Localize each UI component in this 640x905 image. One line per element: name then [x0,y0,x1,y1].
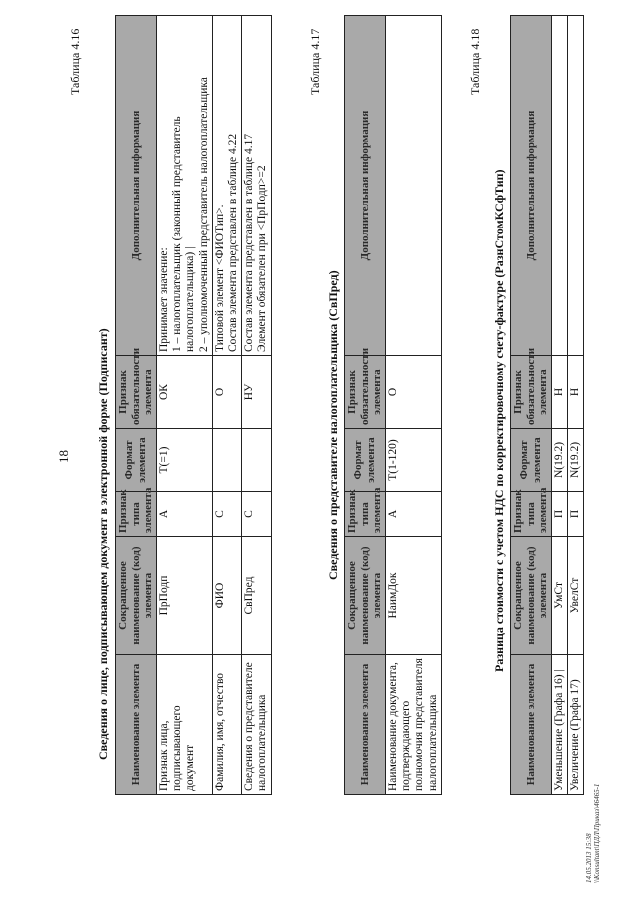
info-line: Состав элемента представлен в таблице 4.22 [227,133,240,352]
table-title-4-17: Сведения о представителе налогоплательщика (СвПред) [326,270,340,580]
table-header-row [345,16,386,795]
table-row [212,16,241,795]
header-short: Сокращенное наименование (код) элемента [511,537,552,655]
header-type: Признак типа элемента [345,492,386,537]
footer-line: 14.05.2013 15:38 [585,833,593,883]
cell-name: Наименование документа, подтверждающего полномочия представителя налогоплательщика [385,655,441,795]
cell-required: НУ [242,356,271,429]
table-caption-4-18: Таблица 4.18 [468,28,482,95]
table-header-row [116,16,157,795]
table-caption-4-17: Таблица 4.17 [308,28,322,95]
table-4-18 [510,15,584,795]
cell-required: О [385,356,441,429]
table-row [568,16,584,795]
cell-type: С [212,492,241,537]
header-required: Признак обязательности элемента [345,356,386,429]
cell-name: Увеличение (Графа 17) [568,655,584,795]
header-name: Наименование элемента [511,655,552,795]
cell-name: Сведения о представителе налогоплательщика [242,655,271,795]
cell-format: N(19.2) [551,429,567,492]
cell-required: Н [568,356,584,429]
cell-code: ПрПодп [156,537,212,655]
header-info: Дополнительная информация [511,16,552,356]
cell-name: Уменьшение (Графа 16) | [551,655,567,795]
header-name: Наименование элемента [116,655,157,795]
cell-type: П [568,492,584,537]
info-line: Принимает значение: [157,247,170,352]
cell-format: N(19.2) [568,429,584,492]
cell-format: Т(=1) [156,429,212,492]
table-row [156,16,212,795]
header-required: Признак обязательности элемента [116,356,157,429]
cell-code: СвПред [242,537,271,655]
table-row [385,16,441,795]
cell-code: НаимДок [385,537,441,655]
table-caption-4-16: Таблица 4.16 [68,28,82,95]
cell-info [551,16,567,356]
cell-info [212,16,241,356]
header-required: Признак обязательности элемента [511,356,552,429]
cell-code: ФИО [212,537,241,655]
header-format: Формат элемента [116,429,157,492]
info-line: 2 – уполномоченный представитель налогоплательщика [197,77,210,352]
cell-info [568,16,584,356]
table-4-16 [115,15,272,795]
cell-required: ОК [156,356,212,429]
table-row [551,16,567,795]
cell-code: УмСт [551,537,567,655]
header-type: Признак типа элемента [116,492,157,537]
header-format: Формат элемента [511,429,552,492]
info-line: Типовой элемент <ФИОТип>. [213,204,226,352]
cell-required: О [212,356,241,429]
info-line: Состав элемента представлен в таблице 4.17 [243,133,256,352]
info-line: 1 – налогоплательщик (законный представитель налогоплательщика) | [171,116,197,352]
header-format: Формат элемента [345,429,386,492]
cell-type: П [551,492,567,537]
table-title-4-16: Сведения о лице, подписывающем документ в электронной форме (Подписант) [96,328,110,760]
cell-info [156,16,212,356]
cell-type: А [385,492,441,537]
cell-info [242,16,271,356]
cell-name: Признак лица, подписывающего документ [156,655,212,795]
header-type: Признак типа элемента [511,492,552,537]
header-info: Дополнительная информация [116,16,157,356]
footer-stamp [585,784,602,883]
page-number: 18 [56,450,71,463]
cell-type: А [156,492,212,537]
cell-code: УвелСт [568,537,584,655]
cell-format: Т(1-120) [385,429,441,492]
cell-type: С [242,492,271,537]
header-short: Сокращенное наименование (код) элемента [116,537,157,655]
cell-name: Фамилия, имя, отчество [212,655,241,795]
cell-required: Н [551,356,567,429]
info-line: Элемент обязателен при <ПрПодп>=2 [256,165,269,352]
cell-format [212,429,241,492]
table-4-17 [344,15,442,795]
table-header-row [511,16,552,795]
table-title-4-18: Разница стоимости с учетом НДС по корректировочному счету-фактуре (РазнСтомКСфТип) [492,169,506,672]
header-info: Дополнительная информация [345,16,386,356]
cell-format [242,429,271,492]
header-short: Сокращенное наименование (код) элемента [345,537,386,655]
header-name: Наименование элемента [345,655,386,795]
footer-line: \\Konsultant\ПДЛ\Приказ\46465-1 [593,783,602,883]
cell-info [385,16,441,356]
table-row [242,16,271,795]
